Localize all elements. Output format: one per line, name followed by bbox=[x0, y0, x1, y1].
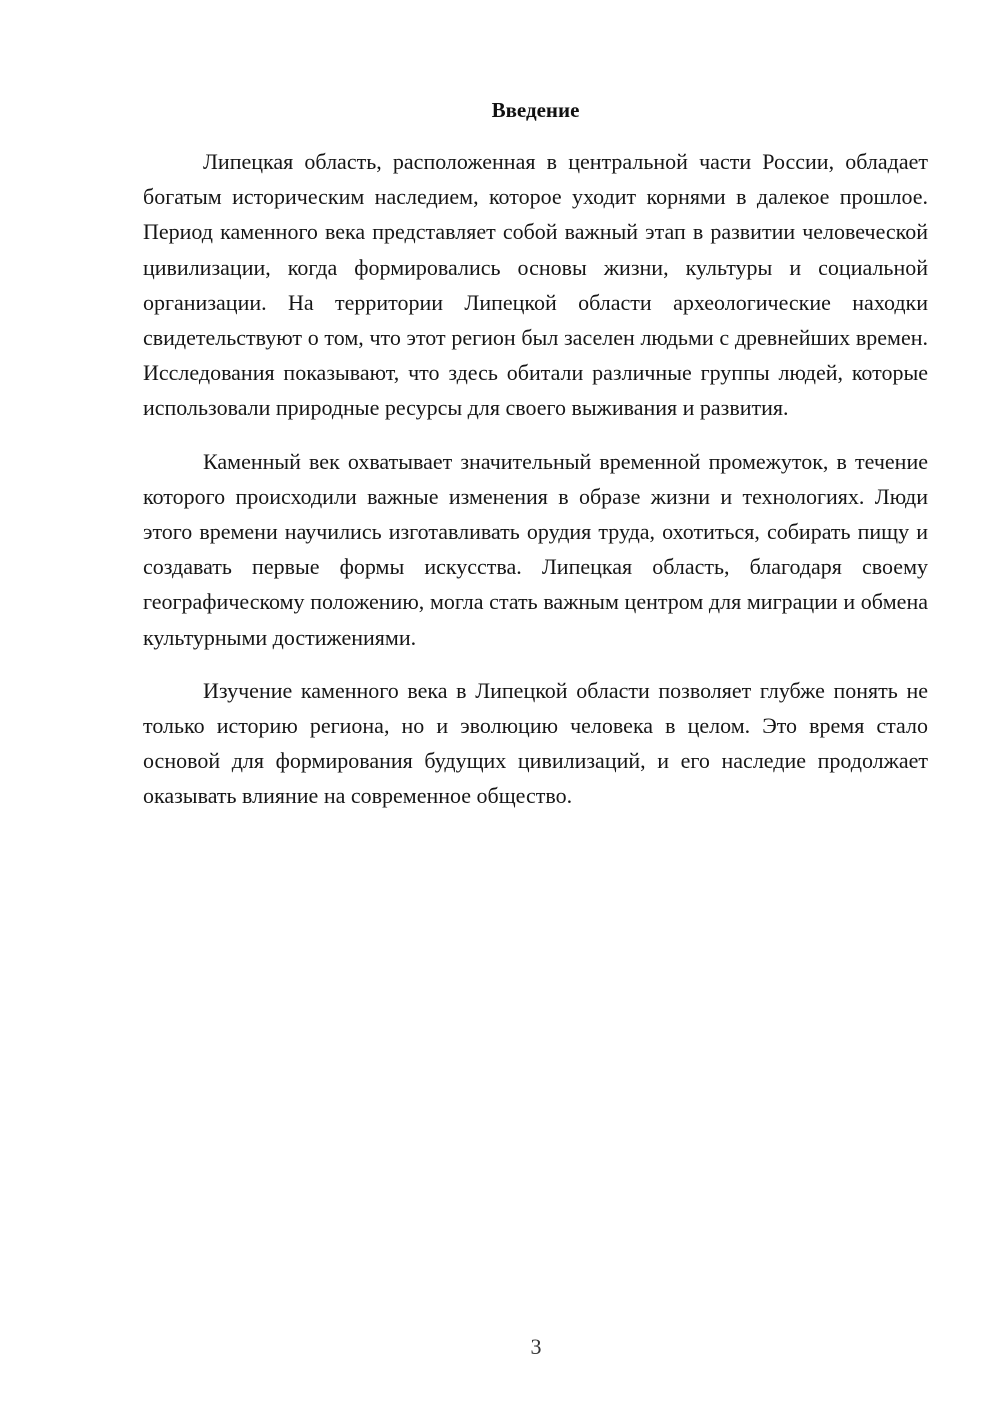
paragraph-1: Липецкая область, расположенная в центральной части России, обладает богатым историческим наследием, которое уходит корнями в далекое прошлое. Период каменного века представляет собой важный этап в развитии человеческой цивилизации, когда формировались основы жизни, культуры и социальной организации. На территории Липецкой области археологические находки свидетельствуют о том, что этот регион был заселен людьми с древнейших времен. Исследования показывают, что здесь обитали различные группы людей, которые использовали природные ресурсы для своего выживания и развития. bbox=[143, 149, 928, 421]
paragraph-3: Изучение каменного века в Липецкой области позволяет глубже понять не только историю региона, но и эволюцию человека в целом. Это время стало основой для формирования будущих цивилизаций, и его наследие продолжает оказывать влияние на современное общество. bbox=[143, 677, 928, 809]
section-title: Введение bbox=[491, 98, 580, 122]
page-number: 3 bbox=[530, 1334, 542, 1359]
page-content bbox=[143, 96, 928, 832]
paragraph-2: Каменный век охватывает значительный временной промежуток, в течение которого происходили важные изменения в образе жизни и технологиях. Люди этого времени научились изготавливать орудия труда, охотиться, собирать пищу и создавать первые формы искусства. Липецкая область, благодаря своему географическому положению, могла стать важным центром для миграции и обмена культурными достижениями. bbox=[143, 448, 928, 650]
